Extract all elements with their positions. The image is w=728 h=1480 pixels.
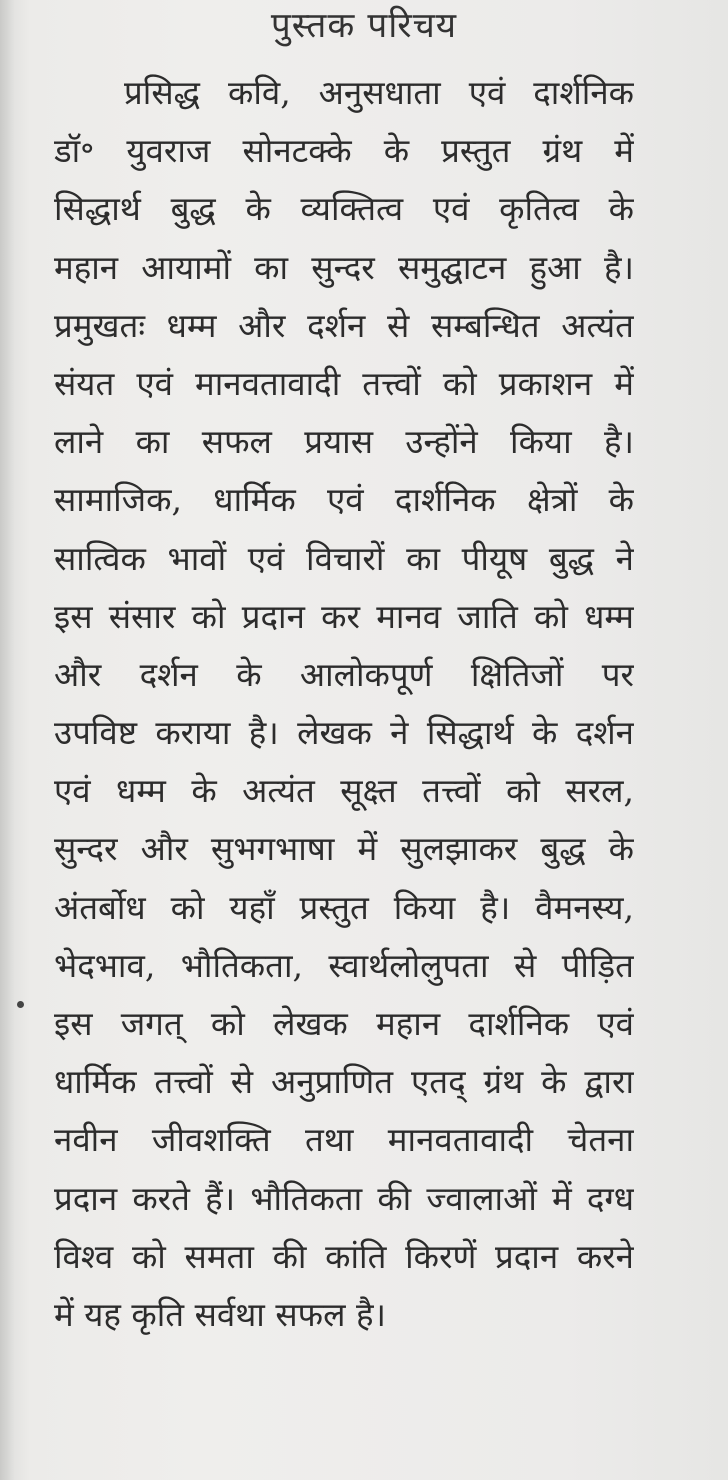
paragraph-line: प्रदान करते हैं। भौतिकता की ज्वालाओं में दग्ध [54,1178,634,1218]
paragraph-line: में यह कृति सर्वथा सफल है। [54,1294,386,1334]
paragraph-line: सिद्धार्थ बुद्ध के व्यक्तित्व एवं कृतित्व के [54,189,634,229]
paragraph-line: भेदभाव, भौतिकता, स्वार्थलोलुपता से पीड़ित [54,945,634,985]
page-title: पुस्तक परिचय [270,6,458,46]
paragraph-line: और दर्शन के आलोकपूर्ण क्षितिजों पर [54,654,634,694]
paragraph-line: विश्व को समता की कांति किरणें प्रदान करने [54,1236,634,1276]
paragraph-line: धार्मिक तत्त्वों से अनुप्राणित एतद् ग्रंथ के द्वारा [54,1062,634,1102]
paragraph-line: अंतर्बोध को यहाँ प्रस्तुत किया है। वैमनस्य, [54,887,634,927]
paragraph-line: सुन्दर और सुभगभाषा में सुलझाकर बुद्ध के [54,829,634,869]
margin-dot [17,1001,24,1008]
paragraph-line: सामाजिक, धार्मिक एवं दार्शनिक क्षेत्रों के [54,480,634,520]
introduction-paragraph [54,64,634,1344]
paragraph-line: सात्विक भावों एवं विचारों का पीयूष बुद्ध ने [54,538,634,578]
paragraph-line: प्रमुखतः धम्म और दर्शन से सम्बन्धित अत्यंत [54,305,634,345]
paragraph-line: एवं धम्म के अत्यंत सूक्ष्त तत्त्वों को सरल, [54,771,634,811]
paragraph-line: इस संसार को प्रदान कर मानव जाति को धम्म [54,596,634,636]
paragraph-line: प्रसिद्ध कवि, अनुसधाता एवं दार्शनिक [124,73,634,112]
paragraph-line: लाने का सफल प्रयास उन्होंने किया है। [54,422,634,462]
paragraph-line: नवीन जीवशक्ति तथा मानवतावादी चेतना [54,1120,634,1160]
paragraph-line: उपविष्ट कराया है। लेखक ने सिद्धार्थ के दर्शन [54,713,634,753]
paragraph-line: इस जगत् को लेखक महान दार्शनिक एवं [54,1004,634,1043]
paragraph-line: महान आयामों का सुन्दर समुद्घाटन हुआ है। [54,247,634,287]
paragraph-line: डॉ॰ युवराज सोनटक्के के प्रस्तुत ग्रंथ में [54,131,634,171]
paragraph-line: संयत एवं मानवतावादी तत्त्वों को प्रकाशन में [54,363,634,403]
page-left-edge-shadow [0,0,14,1480]
